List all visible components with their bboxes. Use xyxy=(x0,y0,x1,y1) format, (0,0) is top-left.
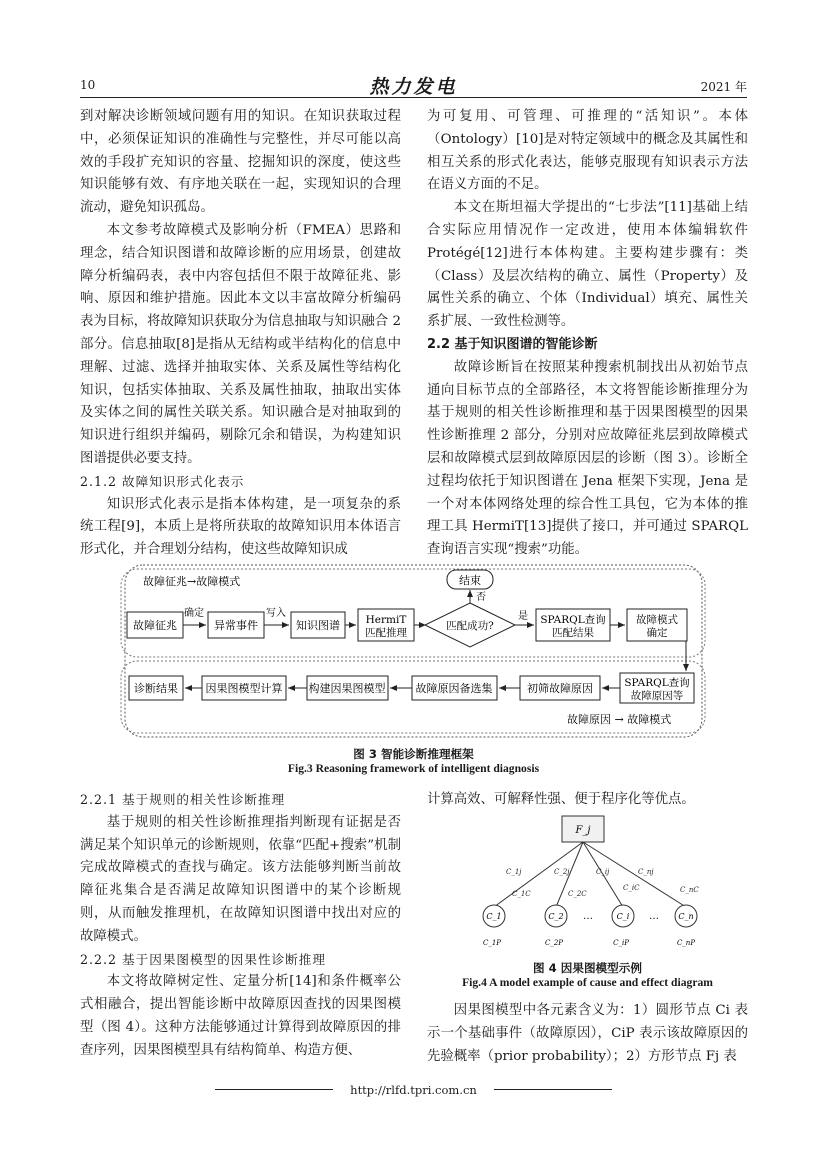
fig4-prior-i: C_iP xyxy=(613,939,629,947)
fig4-edge-ij: C_ij xyxy=(596,868,610,876)
fig4-prior-n: C_nP xyxy=(676,939,696,947)
paragraph: 知识形式化表示是指本体构建，是一项复杂的系统工程[9]，本质上是将所获取的故障知识用本体语言形式化，并合理划分结构，使这些故障知识成 xyxy=(80,496,401,558)
right-column-bottom-top xyxy=(427,789,748,812)
section-heading: 2.2 基于知识图谱的智能诊断 xyxy=(427,336,598,352)
figure-4-caption-en: Fig.4 A model example of cause and effect diagram xyxy=(462,976,713,989)
fig4-prior-1: C_1P xyxy=(482,939,502,947)
fig3-node-build: 构建因果图模型 xyxy=(308,682,386,695)
figure-4-caption xyxy=(427,960,748,989)
page-number: 10 xyxy=(80,78,96,92)
paragraph: 本文参考故障模式及影响分析（FMEA）思路和理念，结合知识图谱和故障诊断的应用场景，创建故障分析编码表，表中内容包括但不限于故障征兆、影响、原因和维护措施。因此本文以丰富故障分析编码表为目标，将故障知识获取分为信息抽取与知识融合 2 部分。信息抽取[8]是指从无结构或半结构化的信息中理解、过滤、选择并抽取实体、关系及属性等结构化知识，包括实体抽取、关系及属性抽取，抽取出实体及实体之间的属性关联关系。知识融合是对抽取到的知识进行组织并编码，剔除冗余和错误，为构建知识图谱提供必要支持。 xyxy=(80,222,401,466)
fig3-node-mode-confirm: 确定 xyxy=(646,627,668,639)
fig3-no-label: 否 xyxy=(476,592,486,603)
page-year: 2021 年 xyxy=(700,80,747,94)
fig4-node-F: F_j xyxy=(575,825,591,836)
paragraph: 因果图模型中各元素含义为：1）圆形节点 Ci 表示一个基础事件（故障原因），CiP 表示该故障原因的先验概率（prior probability）；2）方形节点 Fj 表 xyxy=(427,1003,748,1064)
fig4-edge-1c: C_1C xyxy=(512,890,531,898)
fig3-node-decision: 匹配成功? xyxy=(446,620,494,632)
fig4-edge-2j: C_2j xyxy=(554,868,570,876)
fig3-node-hermit: HermiT xyxy=(365,614,407,626)
paragraph: 基于规则的相关性诊断推理指判断现有证据是否满足某个知识单元的诊断规则，依靠“匹配+搜索”机制完成故障模式的查找与确定。该方法能够判断当前故障征兆集合是否满足故障知识图谱中的某个诊断规则，从而触发推理机，在故障知识图谱中找出对应的故障模式。 xyxy=(80,814,401,944)
fig4-edge-1j: C_1j xyxy=(506,868,522,876)
right-column-top xyxy=(427,106,748,562)
fig4-ellipsis-1: … xyxy=(583,911,593,922)
fig4-circle-2: C_2 xyxy=(548,912,564,921)
footer-url: http://rlfd.tpri.com.cn xyxy=(350,1083,477,1097)
figure-3-flowchart xyxy=(0,563,827,743)
fig3-node-causes: 故障原因等 xyxy=(630,690,684,702)
fig3-node-abnormal: 异常事件 xyxy=(214,619,258,632)
figure-3-caption xyxy=(0,746,827,775)
fig3-node-compute: 因果图模型计算 xyxy=(205,682,283,695)
fig4-prior-2: C_2P xyxy=(544,939,564,947)
section-heading: 2.2.1 基于规则的相关性诊断推理 xyxy=(80,792,286,807)
figure-3-caption-cn: 图 3 智能诊断推理框架 xyxy=(353,747,474,761)
fig3-node-result: 诊断结果 xyxy=(134,682,178,695)
section-heading: 2.1.2 故障知识形式化表示 xyxy=(80,473,245,489)
fig3-node-symptom: 故障征兆 xyxy=(133,619,177,632)
footer-rule-right xyxy=(494,1089,612,1090)
paragraph: 本文在斯坦福大学提出的“七步法”[11]基础上结合实际应用情况作一定改进，使用本体编辑软件Protégé[12]进行本体构建。主要构建步骤有：类（Class）及层次结构的确立、属性（Property）及属性关系的确立、个体（Individual）填充、属性关系扩展、一致性检测等。 xyxy=(427,200,748,330)
paragraph: 故障诊断旨在按照某种搜索机制找出从初始节点通向目标节点的全部路径，本文将智能诊断推理分为基于规则的相关性诊断推理和基于因果图模型的因果性诊断推理 2 部分，分别对应故障征兆层到故障模式层和故障模式层到故障原因层的诊断（图 3）。诊断全过程均依托于知识图谱在 Jena 框架下实现，Jena 是一个对本体网络处理的综合性工具包，它为本体的推理工具 HermiT[13]提供了接口，并可通过 SPARQL 查询语言实现“搜索”功能。 xyxy=(427,359,748,558)
paragraph: 到对解决诊断领域问题有用的知识。在知识获取过程中，必须保证知识的准确性与完整性，并尽可能以高效的手段扩充知识的容量、挖掘知识的深度，使这些知识能够有效、有序地关联在一起，实现知识的合理流动，避免知识孤岛。 xyxy=(80,109,401,216)
header-rule xyxy=(80,97,747,98)
paragraph: 本文将故障树定性、定量分析[14]和条件概率公式相融合，提出智能诊断中故障原因查找的因果图模型（图 4）。这种方法能够通过计算得到故障原因的排查序列，因果图模型具有结构简单、构造方便、 xyxy=(80,974,401,1058)
figure-3-caption-en: Fig.3 Reasoning framework of intelligent diagnosis xyxy=(287,762,540,775)
journal-title: 热力发电 xyxy=(369,76,458,98)
figure-4-diagram xyxy=(466,812,706,957)
paragraph: 为可复用、可管理、可推理的“活知识”。本体（Ontology）[10]是对特定领域中的概念及其属性和相互关系的形式化表达，能够克服现有知识表示方法在语义方面的不足。 xyxy=(427,109,748,193)
fig3-confirm-label: 确定 xyxy=(184,608,204,619)
fig3-write-label: 写入 xyxy=(266,608,286,619)
left-column-bottom xyxy=(80,789,401,1063)
fig4-edge-ic: C_iC xyxy=(623,884,640,892)
fig4-circle-i: C_i xyxy=(616,912,630,921)
figure-4-caption-cn: 图 4 因果图模型示例 xyxy=(533,961,642,975)
right-column-bottom-tail xyxy=(427,1000,748,1068)
fig3-node-kg: 知识图谱 xyxy=(296,619,340,632)
fig4-circle-1: C_1 xyxy=(486,912,502,921)
fig3-top-group-label: 故障征兆→故障模式 xyxy=(143,575,241,588)
fig3-node-match-infer: 匹配推理 xyxy=(365,627,407,639)
fig3-node-candidates: 故障原因备选集 xyxy=(415,682,493,695)
fig4-circle-n: C_n xyxy=(678,912,694,921)
left-column-top xyxy=(80,106,401,562)
fig3-node-sparql: SPARQL查询 xyxy=(540,614,606,626)
fig3-node-screen: 初筛故障原因 xyxy=(527,682,593,695)
fig3-bottom-group-label: 故障原因 → 故障模式 xyxy=(567,713,672,726)
section-heading: 2.2.2 基于因果图模型的因果性诊断推理 xyxy=(80,951,326,967)
paragraph: 计算高效、可解释性强、便于程序化等优点。 xyxy=(427,792,695,807)
fig4-ellipsis-2: … xyxy=(649,911,659,922)
fig4-edge-nc: C_nC xyxy=(680,886,699,894)
fig4-edge-2c: C_2C xyxy=(568,890,587,898)
fig4-edge-nj: C_nj xyxy=(638,868,654,876)
fig3-yes-label: 是 xyxy=(518,611,528,622)
fig3-node-mode: 故障模式 xyxy=(636,614,678,626)
fig3-end-node: 结束 xyxy=(459,574,481,587)
fig3-node-sparql2: SPARQL查询 xyxy=(624,677,690,689)
fig3-node-match-result: 匹配结果 xyxy=(552,627,594,639)
